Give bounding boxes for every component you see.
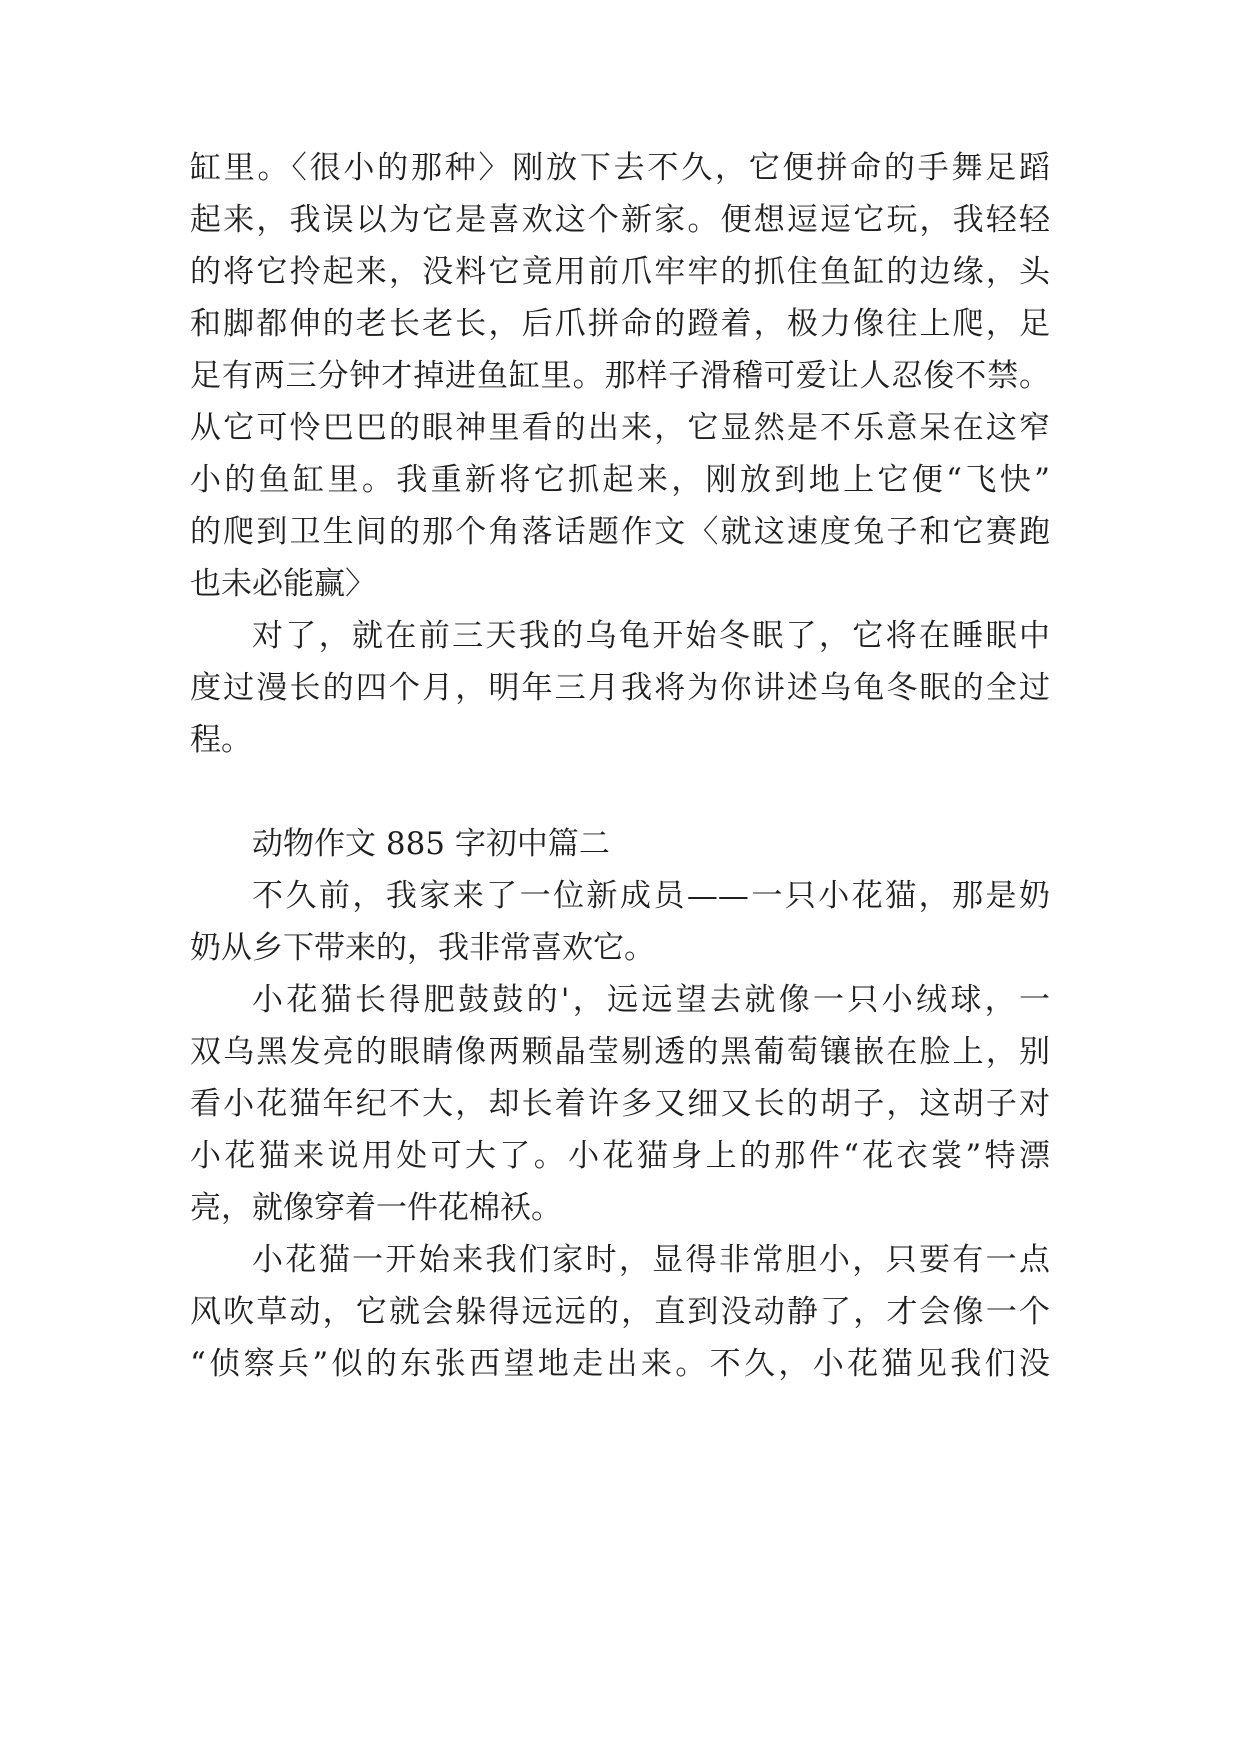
text-line: 小的鱼缸里。我重新将它抓起来，刚放到地上它便“飞快” [190,462,1050,498]
text-line: 起来，我误以为它是喜欢这个新家。便想逗逗它玩，我轻轻 [190,202,1050,238]
text-line: 从它可怜巴巴的眼神里看的出来，它显然是不乐意呆在这窄 [190,410,1050,446]
section-heading: 动物作文 885 字初中篇二 [252,826,610,862]
text-line: 度过漫长的四个月，明年三月我将为你讲述乌龟冬眠的全过 [190,670,1050,706]
text-line: 的爬到卫生间的那个角落话题作文〈就这速度兔子和它赛跑 [190,514,1050,550]
text-line: 程。 [190,722,252,758]
text-line: 亮，就像穿着一件花棉袄。 [190,1190,562,1226]
text-line: 小花猫来说用处可大了。小花猫身上的那件“花衣裳”特漂 [190,1138,1050,1174]
text-line: 缸里。〈很小的那种〉刚放下去不久，它便拼命的手舞足蹈 [190,150,1050,186]
text-line: 风吹草动，它就会躲得远远的，直到没动静了，才会像一个 [190,1294,1050,1330]
paragraph-first-line: 对了，就在前三天我的乌龟开始冬眠了，它将在睡眠中 [252,618,1050,654]
text-line: 奶从乡下带来的，我非常喜欢它。 [190,930,655,966]
text-line: 的将它拎起来，没料它竟用前爪牢牢的抓住鱼缸的边缘，头 [190,254,1050,290]
text-line: 双乌黑发亮的眼睛像两颗晶莹剔透的黑葡萄镶嵌在脸上，别 [190,1034,1050,1070]
text-line: “侦察兵”似的东张西望地走出来。不久，小花猫见我们没 [190,1346,1050,1382]
text-line: 看小花猫年纪不大，却长着许多又细又长的胡子，这胡子对 [190,1086,1050,1122]
text-line: 也未必能赢〉 [190,566,376,602]
text-line: 足有两三分钟才掉进鱼缸里。那样子滑稽可爱让人忍俊不禁。 [190,358,1050,394]
text-line: 和脚都伸的老长老长，后爪拼命的蹬着，极力像往上爬，足 [190,306,1050,342]
paragraph-first-line: 小花猫一开始来我们家时，显得非常胆小，只要有一点 [252,1242,1050,1278]
paragraph-first-line: 不久前，我家来了一位新成员——一只小花猫，那是奶 [252,878,1050,914]
paragraph-first-line: 小花猫长得肥鼓鼓的'，远远望去就像一只小绒球，一 [252,982,1050,1018]
